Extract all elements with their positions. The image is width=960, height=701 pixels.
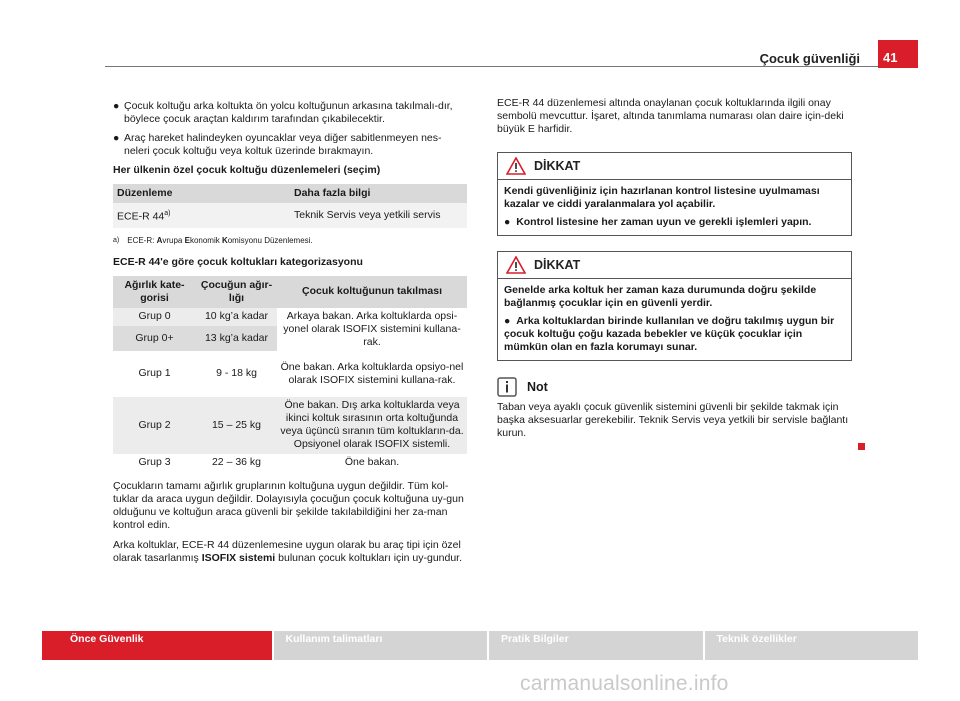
warning-box: [497, 152, 852, 236]
table-cell: 15 – 25 kg: [196, 397, 277, 454]
table-row: [113, 203, 467, 228]
warning-label: DİKKAT: [534, 257, 581, 272]
bullet-item: [113, 132, 467, 158]
isofix-term: ISOFIX sistemi: [201, 551, 276, 564]
warning-triangle-icon: [506, 157, 526, 175]
table-cell: Öne bakan. Dış arka koltuklarda veya ikinci koltuk sırasının orta koltuğunda veya üçüncü sıranın tüm koltukların-da. Opsiyonel olarak ISOFIX sistemli.: [277, 397, 467, 454]
table-cell: Öne bakan. Arka koltuklarda opsiyo-nel olarak ISOFIX sistemini kullana-rak.: [280, 360, 464, 386]
column-header: Çocuk koltuğunun takılması: [277, 276, 467, 308]
table-cell: Grup 0: [113, 308, 196, 327]
table-cell: Grup 3: [138, 455, 171, 468]
left-column: [113, 100, 467, 572]
bullet-text: Çocuk koltuğu arka koltukta ön yolcu koltuğunun arkasına takılmalı-dır, böylece çocuk araçtan kaldırım tarafından çıkabilecektir.: [124, 100, 453, 125]
tab-once-guvenlik[interactable]: Önce Güvenlik: [42, 631, 272, 660]
note-label: Not: [527, 379, 548, 394]
table-cell: 9 - 18 kg: [216, 367, 257, 379]
table-cell: 22 – 36 kg: [211, 455, 262, 468]
warning-header: [498, 153, 851, 180]
table-cell: Arkaya bakan. Arka koltuklarda opsi-yonel olarak ISOFIX sistemini kullana-rak.: [277, 308, 467, 351]
warning-box: [497, 251, 852, 361]
column-header: Düzenleme: [113, 184, 290, 203]
categories-table: [113, 276, 467, 471]
note-icon: [497, 377, 517, 397]
footnote: a) ECE-R: Avrupa Ekonomik Komisyonu Düzenlemesi.: [113, 235, 313, 245]
note-header: [497, 375, 852, 399]
paragraph: Çocukların tamamı ağırlık gruplarının koltuğuna uygun değildir. Tüm kol-tuklar da araca uygun değildir. Dolayısıyla çocuğun çocuk koltuğuna uy-gun olduğunu ve koltuğun araca güvenli bir şekilde takılabildiğini her za-man kontrol edin.: [113, 479, 464, 531]
bullet-text: Araç hareket halindeyken oyuncaklar veya diğer sabitlenmeyen nes-neleri çocuk koltuğu veya koltuk üzerinde bırakmayın.: [124, 132, 442, 157]
header-rule: [105, 66, 878, 67]
tab-pratik-bilgiler[interactable]: Pratik Bilgiler: [489, 631, 703, 660]
section-title: Çocuk güvenliği: [759, 51, 860, 66]
bullet-item: [113, 100, 467, 126]
regulations-table: [113, 184, 467, 228]
paragraph: Arka koltuklar, ECE-R 44 düzenlemesine uygun olarak bu araç tipi için özel olarak tasarlanmış ISOFIX sistemi bulunan çocuk koltukları için uy-gundur.: [113, 538, 463, 564]
categories-heading: ECE-R 44'e göre çocuk koltukları kategorizasyonu: [113, 255, 363, 268]
warning-header: [498, 252, 851, 279]
table-cell: Grup 1: [138, 367, 171, 379]
warning-triangle-icon: [506, 256, 526, 274]
table-cell: ECE-R 44$^{a)}$: [113, 203, 290, 228]
table-cell: Öne bakan.: [344, 455, 400, 468]
page-number: 41: [883, 50, 898, 65]
watermark: carmanualsonline.info: [520, 672, 729, 695]
table-cell: 13 kg’a kadar: [196, 326, 277, 350]
paragraph: ECE-R 44 düzenlemesi altında onaylanan çocuk koltuklarında ilgili onay sembolü mevcuttur. İşaret, altında tanımlama numarası olan daire için-deki büyük E harfidir.: [497, 97, 844, 135]
note-text: Taban veya ayaklı çocuk güvenlik sistemini güvenli bir şekilde takmak için başka aksesuarlar gerekebilir. Teknik Servis veya yetkili bir servisle bağlantı kurun.: [497, 401, 849, 439]
table-cell: Grup 0+: [113, 326, 196, 350]
warning-label: DİKKAT: [534, 158, 581, 173]
tab-teknik-ozellikler[interactable]: Teknik özellikler: [705, 631, 919, 660]
bullet-icon: ●: [113, 100, 120, 112]
table-cell: 10 kg’a kadar: [196, 308, 277, 327]
table-row: [113, 308, 467, 327]
note-section: [497, 375, 852, 454]
table-row: [113, 454, 467, 471]
table-cell: Teknik Servis veya yetkili servis: [290, 203, 467, 228]
warning-body: Kendi güvenliğiniz için hazırlanan kontrol listesine uyulmaması kazalar ve ciddi yaralanmalara yol açabilir. ● Kontrol listesine her zaman uyun ve gerekli işlemleri yapın.: [504, 185, 820, 228]
page-header: [0, 0, 960, 72]
table-row: [113, 351, 467, 397]
regulations-heading: Her ülkenin özel çocuk koltuğu düzenlemeleri (seçim): [113, 164, 381, 176]
column-header: Daha fazla bilgi: [290, 184, 467, 203]
footer-nav: [42, 631, 918, 660]
bullet-icon: ●: [113, 132, 120, 144]
right-column: [497, 97, 852, 454]
table-cell: Grup 2: [113, 397, 196, 454]
tab-kullanim-talimatlari[interactable]: Kullanım talimatları: [274, 631, 488, 660]
table-row: [113, 397, 467, 454]
column-header: Çocuğun ağır-lığı: [196, 276, 277, 308]
warning-body: Genelde arka koltuk her zaman kaza durumunda doğru şekilde bağlanmış çocuklar için en güvenli yerdir. ● Arka koltuklardan birinde kullanılan ve doğru takılmış uygun bir çocuk koltuğu çoğu kazada bebekler ve küçük çocuklar için mümkün olan en fazla korumayı sunar.: [504, 284, 835, 353]
end-mark-icon: [858, 443, 865, 450]
column-header: Ağırlık kate-gorisi: [113, 276, 196, 308]
